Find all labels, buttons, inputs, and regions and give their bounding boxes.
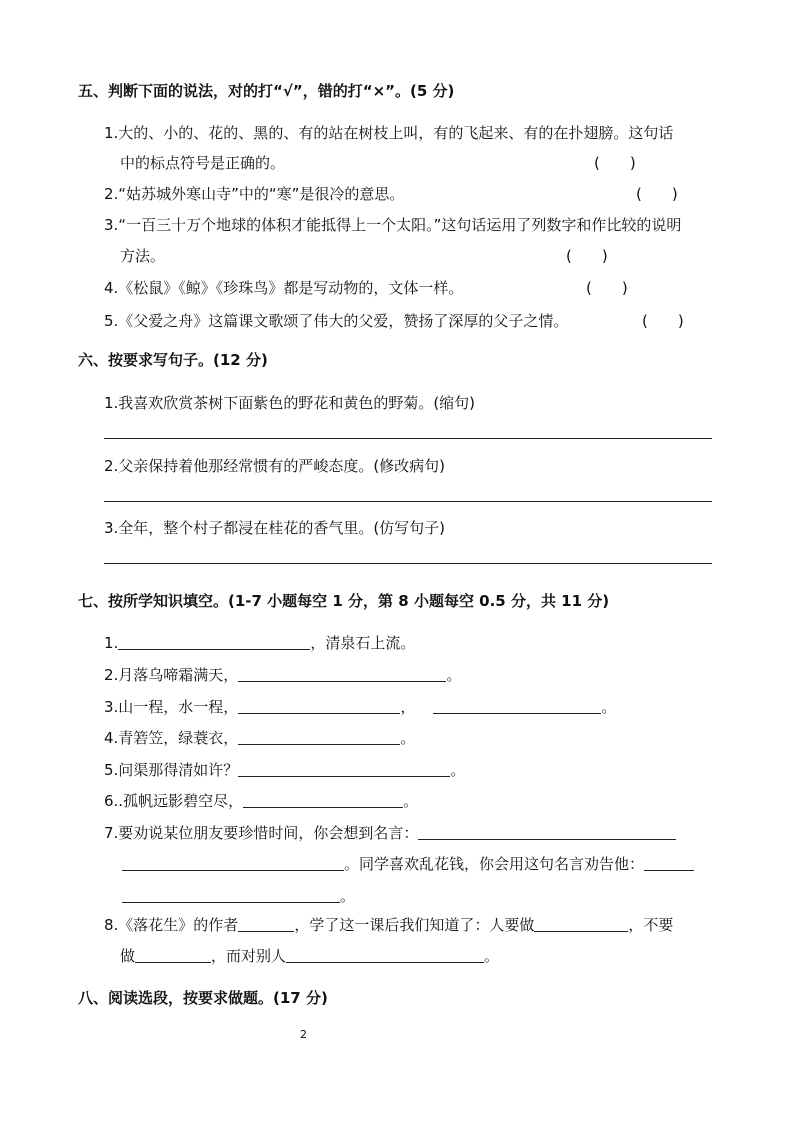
s7-q1-after: ，清泉石上流。 — [310, 634, 416, 652]
s7-q1-num: 1. — [104, 634, 119, 652]
fill-blank[interactable] — [122, 855, 344, 871]
s7-q2 — [104, 664, 461, 685]
s7-q1 — [104, 632, 415, 653]
fill-blank[interactable] — [238, 698, 400, 714]
fill-blank[interactable] — [238, 666, 446, 682]
s7-q7-line3 — [122, 885, 355, 906]
s7-q7-mid: 。同学喜欢乱花钱，你会用这句名言劝告他： — [344, 855, 645, 873]
answer-paren[interactable]: ( ) — [636, 185, 678, 203]
s7-q6 — [104, 790, 418, 811]
answer-paren[interactable]: ( ) — [586, 279, 628, 297]
s7-q7-before: 7.要劝说某位朋友要珍惜时间，你会想到名言： — [104, 824, 419, 842]
answer-paren[interactable]: ( ) — [642, 312, 684, 330]
s7-q5-before: 5.问渠那得清如许？ — [104, 761, 239, 779]
answer-line[interactable] — [104, 438, 712, 439]
s5-item1-line1: 1.大的、小的、花的、黑的、有的站在树枝上叫，有的飞起来、有的在扑翅膀。这句话 — [104, 124, 674, 142]
s7-q8-b: ，学了这一课后我们知道了：人要做 — [294, 916, 535, 934]
answer-paren[interactable]: ( ) — [566, 247, 608, 265]
s7-q8-c: ，不要 — [628, 916, 674, 934]
fill-blank[interactable] — [243, 792, 403, 808]
s6-item1: 1.我喜欢欣赏茶树下面紫色的野花和黄色的野菊。(缩句) — [104, 394, 476, 412]
answer-line[interactable] — [104, 563, 712, 564]
page-number: 2 — [300, 1028, 307, 1041]
answer-paren[interactable]: ( ) — [594, 154, 636, 172]
fill-blank[interactable] — [118, 634, 310, 650]
fill-blank[interactable] — [238, 729, 400, 745]
fill-blank[interactable] — [418, 824, 676, 840]
s7-q3 — [104, 696, 616, 717]
fill-blank[interactable] — [433, 698, 601, 714]
s5-item2: 2.“姑苏城外寒山寺”中的“寒”是很冷的意思。 — [104, 185, 405, 203]
s7-q8-e: ，而对别人 — [211, 947, 287, 965]
s5-item3-line1: 3.“一百三十万个地球的体积才能抵得上一个太阳。”这句话运用了列数字和作比较的说明 — [104, 216, 682, 234]
s7-q3-mid: ， — [400, 698, 416, 716]
s7-q8-f: 。 — [484, 947, 500, 965]
s7-q8-a: 8.《落花生》的作者 — [104, 916, 239, 934]
fill-blank[interactable] — [644, 855, 694, 871]
s7-q4-before: 4.青箬笠，绿蓑衣， — [104, 729, 239, 747]
fill-blank[interactable] — [286, 947, 484, 963]
s7-q5 — [104, 759, 465, 780]
s7-q6-before: 6..孤帆远影碧空尽， — [104, 792, 244, 810]
s7-q2-before: 2.月落乌啼霜满天， — [104, 666, 239, 684]
s7-q3-before: 3.山一程，水一程， — [104, 698, 239, 716]
answer-line[interactable] — [104, 501, 712, 502]
s7-q8-d: 做 — [120, 947, 136, 965]
s7-q4 — [104, 727, 415, 748]
s7-q2-after: 。 — [446, 666, 462, 684]
s7-q7-after: 。 — [340, 887, 356, 905]
s7-q7-line2 — [122, 853, 694, 874]
s7-q4-after: 。 — [400, 729, 416, 747]
fill-blank[interactable] — [135, 947, 211, 963]
s5-item5: 5.《父爱之舟》这篇课文歌颂了伟大的父爱，赞扬了深厚的父子之情。 — [104, 312, 569, 330]
s5-item1-line2: 中的标点符号是正确的。 — [120, 154, 286, 172]
s7-q3-after: 。 — [601, 698, 617, 716]
fill-blank[interactable] — [534, 916, 628, 932]
section6-heading: 六、按要求写句子。(12 分) — [78, 351, 268, 369]
fill-blank[interactable] — [238, 761, 450, 777]
fill-blank[interactable] — [122, 887, 340, 903]
section5-heading: 五、判断下面的说法，对的打“√”，错的打“×”。(5 分) — [78, 82, 455, 100]
section8-heading: 八、阅读选段，按要求做题。(17 分) — [78, 989, 328, 1007]
s6-item3: 3.全年，整个村子都浸在桂花的香气里。(仿写句子) — [104, 519, 446, 537]
fill-blank[interactable] — [238, 916, 294, 932]
s5-item4: 4.《松鼠》《鲸》《珍珠鸟》都是写动物的，文体一样。 — [104, 279, 464, 297]
s6-item2: 2.父亲保持着他那经常惯有的严峻态度。(修改病句) — [104, 457, 446, 475]
s7-q7-line1 — [104, 822, 676, 843]
section7-heading: 七、按所学知识填空。(1-7 小题每空 1 分，第 8 小题每空 0.5 分，共 11 分) — [78, 592, 610, 610]
s7-q5-after: 。 — [450, 761, 466, 779]
s7-q8-line2 — [120, 945, 499, 966]
s5-item3-line2: 方法。 — [120, 247, 166, 265]
s7-q6-after: 。 — [403, 792, 419, 810]
s7-q8-line1 — [104, 914, 673, 935]
